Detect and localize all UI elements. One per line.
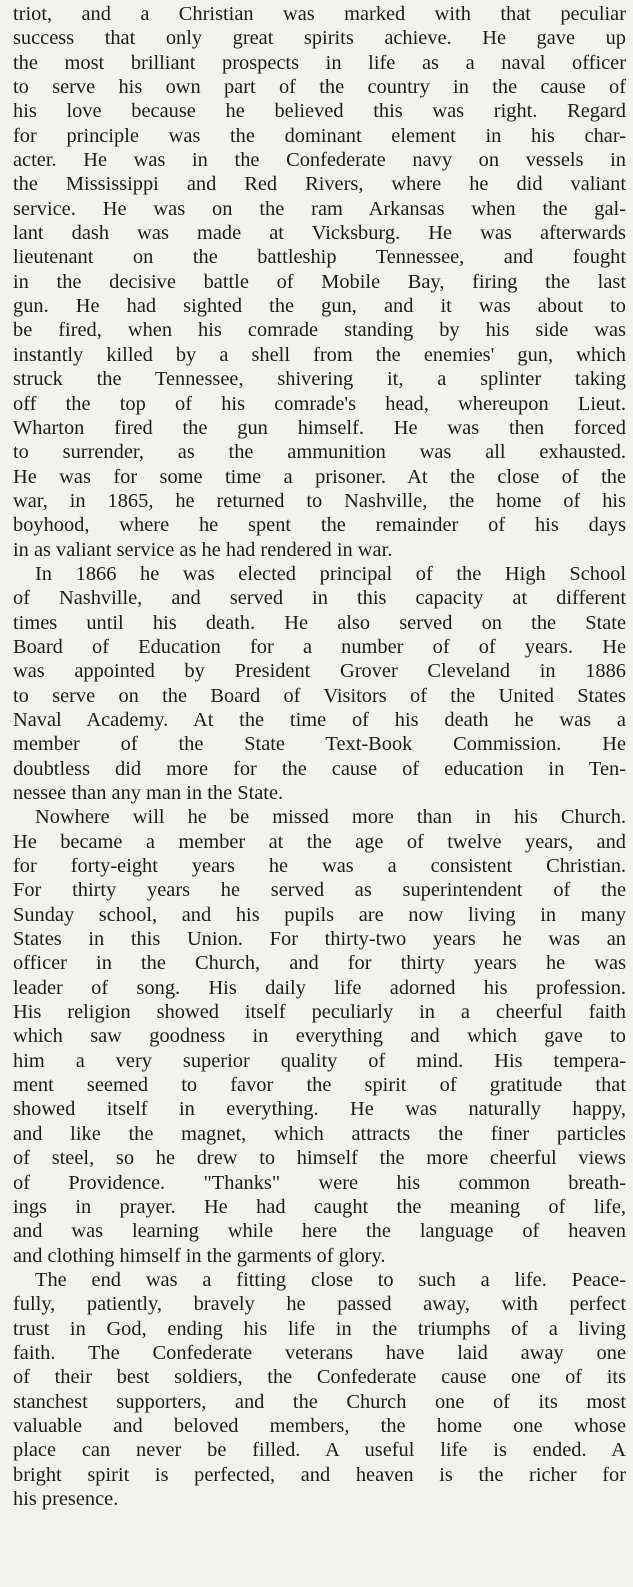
text-line: in the decisive battle of Mobile Bay, firing the last	[13, 270, 626, 293]
text-line: in as valiant service as he had rendered in war.	[13, 538, 393, 561]
paragraph	[13, 805, 626, 1268]
text-line: acter. He was in the Confederate navy on vessels in	[13, 149, 626, 172]
text-line: fully, patiently, bravely he passed away, with perfect	[13, 1293, 626, 1316]
text-line: success that only great spirits achieve. He gave up	[13, 27, 626, 50]
text-line: In 1866 he was elected principal of the High School	[35, 562, 626, 585]
text-line: war, in 1865, he returned to Nashville, the home of his	[13, 489, 626, 512]
text-line: Board of Education for a number of of years. He	[13, 635, 626, 658]
text-line: instantly killed by a shell from the enemies' gun, which	[13, 343, 626, 366]
text-line: Nowhere will he be missed more than in his Church.	[35, 806, 626, 829]
text-line: to serve on the Board of Visitors of the United States	[13, 684, 626, 707]
text-line: faith. The Confederate veterans have laid away one	[13, 1341, 626, 1364]
text-line: ment seemed to favor the spirit of gratitude that	[13, 1074, 626, 1097]
text-line: and was learning while here the language of heaven	[13, 1220, 626, 1243]
text-line: was appointed by President Grover Cleveland in 1886	[13, 660, 626, 683]
text-line: place can never be filled. A useful life is ended. A	[13, 1439, 626, 1462]
text-line: and like the magnet, which attracts the finer particles	[13, 1122, 626, 1145]
text-line: for forty-eight years he was a consistent Christian.	[13, 855, 626, 878]
text-line: doubtless did more for the cause of education in Ten-	[13, 757, 626, 780]
text-line: which saw goodness in everything and which gave to	[13, 1025, 626, 1048]
text-line: the most brilliant prospects in life as a naval officer	[13, 51, 626, 74]
paragraph	[13, 562, 626, 805]
text-line: and clothing himself in the garments of glory.	[13, 1244, 386, 1267]
text-line: gun. He had sighted the gun, and it was about to	[13, 295, 626, 318]
text-line: of Providence. "Thanks" were his common breath-	[13, 1171, 626, 1194]
text-line: States in this Union. For thirty-two years he was an	[13, 928, 626, 951]
text-line: showed itself in everything. He was naturally happy,	[13, 1098, 626, 1121]
text-line: bright spirit is perfected, and heaven is the richer for	[13, 1463, 626, 1486]
text-line: For thirty years he served as superintendent of the	[13, 879, 626, 902]
text-line: lant dash was made at Vicksburg. He was afterwards	[13, 222, 626, 245]
text-line: He became a member at the age of twelve years, and	[13, 830, 626, 853]
text-line: him a very superior quality of mind. His tempera-	[13, 1049, 626, 1072]
text-line: ings in prayer. He had caught the meaning of life,	[13, 1195, 626, 1218]
text-line: The end was a fitting close to such a life. Peace-	[35, 1268, 626, 1291]
text-line: Wharton fired the gun himself. He was then forced	[13, 416, 626, 439]
text-line: service. He was on the ram Arkansas when the gal-	[13, 197, 626, 220]
text-line: off the top of his comrade's head, whereupon Lieut.	[13, 392, 626, 415]
article-body	[13, 2, 626, 1511]
text-line: valuable and beloved members, the home one whose	[13, 1414, 626, 1437]
text-line: of their best soldiers, the Confederate cause one of its	[13, 1366, 626, 1389]
text-line: for principle was the dominant element in his char-	[13, 124, 626, 147]
text-line: Sunday school, and his pupils are now living in many	[13, 903, 626, 926]
text-line: boyhood, where he spent the remainder of his days	[13, 514, 626, 537]
text-line: of Nashville, and served in this capacity at different	[13, 587, 626, 610]
text-line: Naval Academy. At the time of his death he was a	[13, 708, 626, 731]
text-line: of steel, so he drew to himself the more cheerful views	[13, 1147, 626, 1170]
text-line: struck the Tennessee, shivering it, a splinter taking	[13, 368, 626, 391]
text-line: nessee than any man in the State.	[13, 782, 284, 804]
paragraph	[13, 1268, 626, 1511]
text-line: officer in the Church, and for thirty years he was	[13, 952, 626, 975]
text-line: the Mississippi and Red Rivers, where he did valiant	[13, 173, 626, 196]
text-line: leader of song. His daily life adorned his profession.	[13, 976, 626, 999]
text-line: lieutenant on the battleship Tennessee, and fought	[13, 246, 626, 269]
text-line: He was for some time a prisoner. At the close of the	[13, 465, 626, 488]
text-line: trust in God, ending his life in the triumphs of a living	[13, 1317, 626, 1340]
text-line: times until his death. He also served on the State	[13, 611, 626, 634]
text-line: triot, and a Christian was marked with that peculiar	[13, 3, 626, 25]
text-line: stanchest supporters, and the Church one of its most	[13, 1390, 626, 1413]
paragraph	[13, 2, 626, 562]
text-line: His religion showed itself peculiarly in a cheerful faith	[13, 1001, 626, 1024]
text-line: his love because he believed this was right. Regard	[13, 100, 626, 123]
text-line: be fired, when his comrade standing by his side was	[13, 319, 626, 342]
text-line: to surrender, as the ammunition was all exhausted.	[13, 441, 626, 464]
text-line: member of the State Text-Book Commission. He	[13, 733, 626, 756]
text-line: to serve his own part of the country in the cause of	[13, 76, 626, 99]
text-line: his presence.	[13, 1487, 119, 1510]
